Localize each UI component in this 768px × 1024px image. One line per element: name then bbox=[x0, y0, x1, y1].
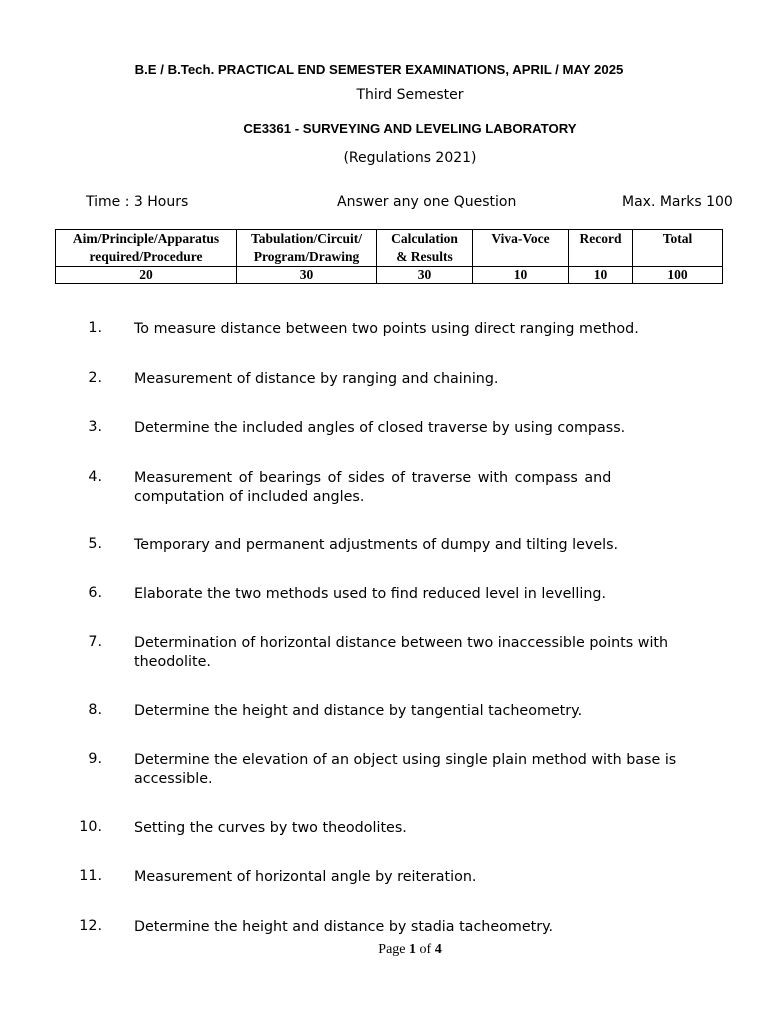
question-number: 10. bbox=[79, 819, 102, 835]
question-number: 1. bbox=[88, 320, 102, 336]
table-cell: 10 bbox=[569, 267, 633, 284]
instruction-label: Answer any one Question bbox=[337, 194, 517, 210]
page-word: Page bbox=[378, 942, 406, 957]
question-text: Measurement of distance by ranging and chaining. bbox=[134, 371, 499, 387]
question-text: Temporary and permanent adjustments of dumpy and tilting levels. bbox=[134, 537, 619, 553]
page-of: of bbox=[419, 942, 432, 957]
table-cell: 30 bbox=[237, 267, 377, 284]
question-text: Measurement of bearings of sides of traverse with compass and computation of included angles. bbox=[134, 470, 612, 505]
page-current: 1 bbox=[409, 942, 417, 957]
question-number: 4. bbox=[88, 469, 102, 485]
question-text: To measure distance between two points using direct ranging method. bbox=[134, 321, 639, 337]
question-number: 3. bbox=[88, 419, 102, 435]
course-title: CE3361 - SURVEYING AND LEVELING LABORATORY bbox=[243, 121, 577, 136]
table-row bbox=[56, 267, 723, 284]
question-number: 9. bbox=[88, 751, 102, 767]
question-text: Determine the height and distance by tangential tacheometry. bbox=[134, 703, 583, 719]
question-text: Measurement of horizontal angle by reiteration. bbox=[134, 869, 477, 885]
question-text: Determine the height and distance by stadia tacheometry. bbox=[134, 919, 554, 935]
exam-info-row bbox=[0, 194, 768, 214]
question-number: 11. bbox=[79, 868, 102, 884]
question-text: Setting the curves by two theodolites. bbox=[134, 820, 407, 836]
table-cell: 10 bbox=[473, 267, 569, 284]
question-text: Determine the included angles of closed traverse by using compass. bbox=[134, 420, 626, 436]
column-header: Viva-Voce bbox=[473, 230, 569, 267]
question-number: 7. bbox=[88, 634, 102, 650]
page-footer bbox=[0, 942, 768, 958]
exam-title: B.E / B.Tech. PRACTICAL END SEMESTER EXAMINATIONS, APRIL / MAY 2025 bbox=[134, 62, 624, 77]
question-text: Determination of horizontal distance between two inaccessible points with theodolite. bbox=[134, 635, 669, 670]
table-cell: 20 bbox=[56, 267, 237, 284]
regulations-label: (Regulations 2021) bbox=[343, 150, 477, 166]
semester-label: Third Semester bbox=[356, 87, 464, 103]
question-number: 8. bbox=[88, 702, 102, 718]
column-header: Tabulation/Circuit/ Program/Drawing bbox=[237, 230, 377, 267]
column-header: Aim/Principle/Apparatus required/Procedure bbox=[56, 230, 237, 267]
question-number: 12. bbox=[79, 918, 102, 934]
question-text: Elaborate the two methods used to find reduced level in levelling. bbox=[134, 586, 606, 602]
column-header: Total bbox=[633, 230, 723, 267]
question-text: Determine the elevation of an object using single plain method with base is accessible. bbox=[134, 752, 677, 787]
column-header: Record bbox=[569, 230, 633, 267]
page-total: 4 bbox=[434, 942, 442, 957]
column-header: Calculation & Results bbox=[377, 230, 473, 267]
question-number: 2. bbox=[88, 370, 102, 386]
table-cell: 100 bbox=[633, 267, 723, 284]
table-cell: 30 bbox=[377, 267, 473, 284]
question-number: 5. bbox=[88, 536, 102, 552]
time-label: Time : 3 Hours bbox=[86, 194, 189, 210]
marks-distribution-table bbox=[55, 229, 723, 284]
question-number: 6. bbox=[88, 585, 102, 601]
max-marks-label: Max. Marks 100 bbox=[622, 194, 733, 210]
table-header-row bbox=[56, 230, 723, 267]
